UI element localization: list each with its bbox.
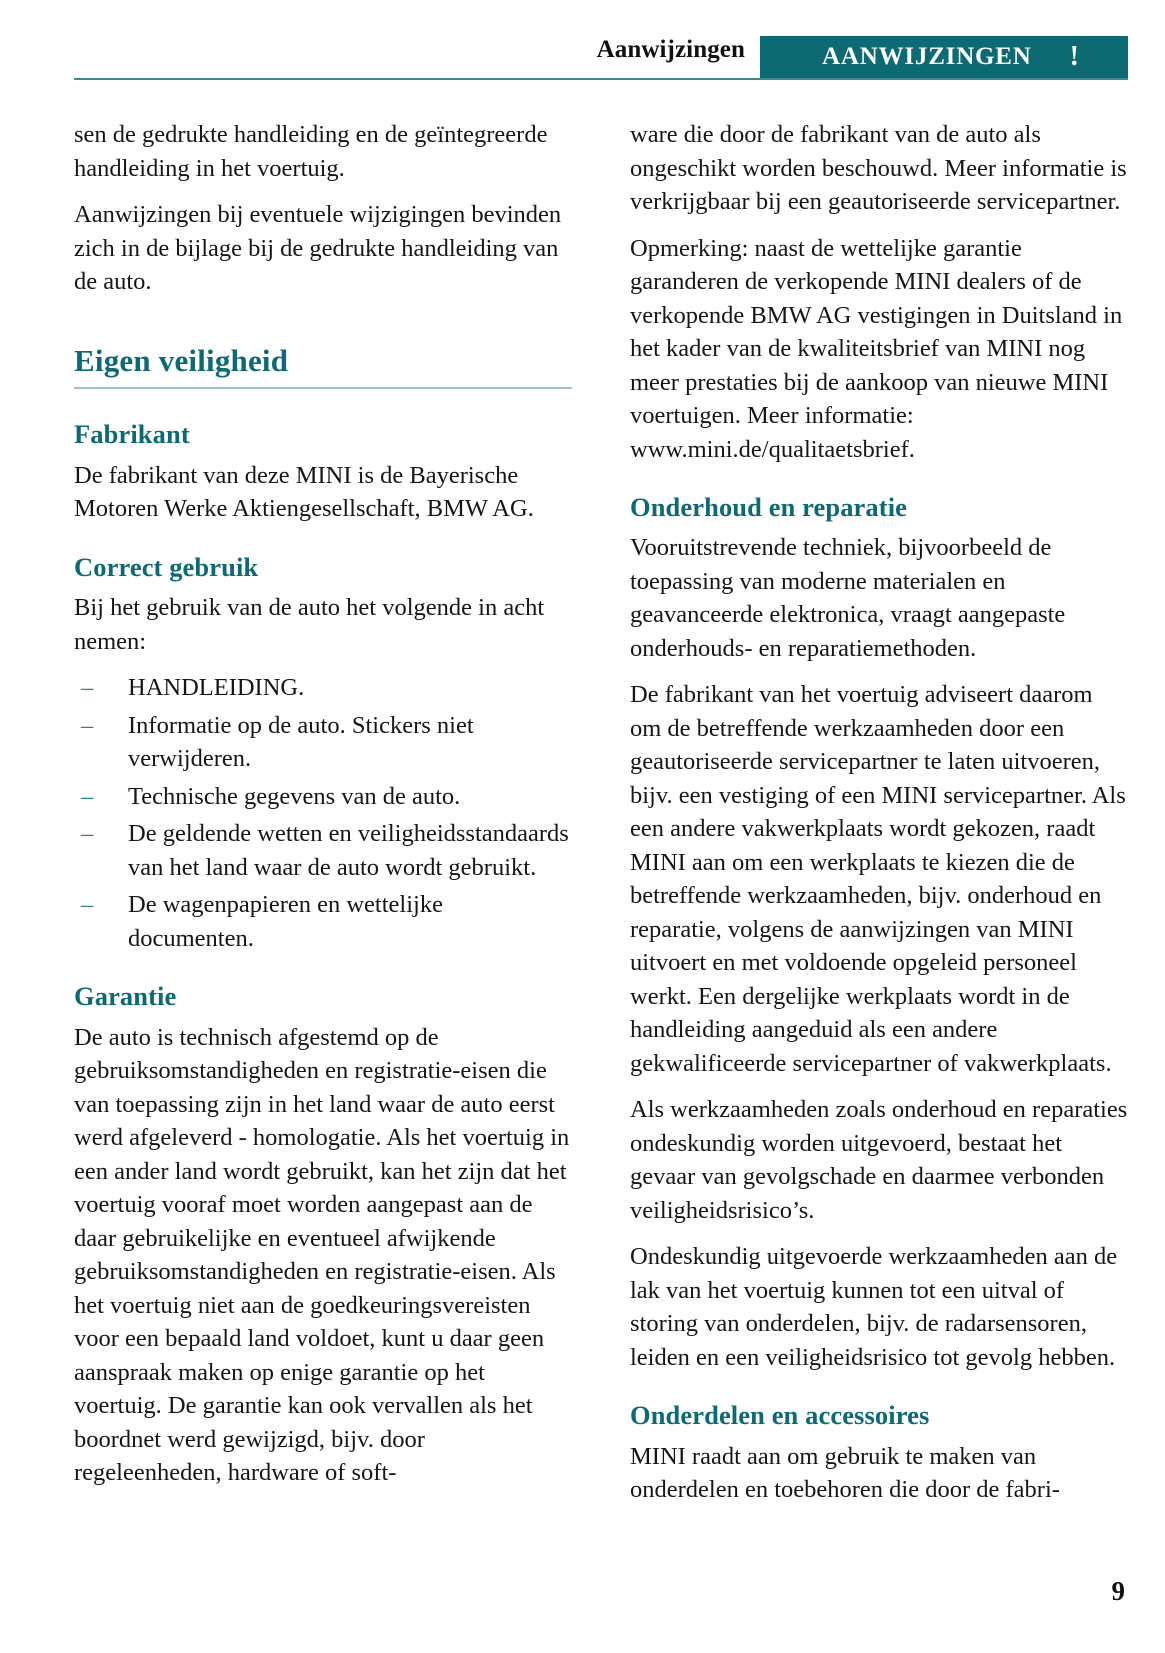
correct-gebruik-list bbox=[74, 671, 572, 955]
paragraph: Als werkzaamheden zoals onderhoud en reparaties ondeskundig worden uitgevoerd, bestaat het gevaar van gevolgschade en daarmee verbonden veiligheidsrisico’s. bbox=[630, 1096, 1128, 1224]
section-title-rule bbox=[74, 387, 572, 389]
list-item bbox=[74, 888, 572, 955]
header-tab-label: AANWIJZINGEN bbox=[822, 43, 1032, 70]
dash-bullet-icon: – bbox=[81, 674, 94, 702]
list-item bbox=[74, 780, 572, 814]
list-item bbox=[74, 671, 572, 705]
list-item-label: Informatie op de auto. Stickers niet verwijderen. bbox=[128, 711, 474, 773]
page-title: Eigen veiligheid bbox=[74, 342, 289, 378]
dash-bullet-icon: – bbox=[81, 820, 94, 848]
exclamation-mark-icon: ! bbox=[1069, 41, 1079, 72]
header-chapter-title: Aanwijzingen bbox=[596, 36, 745, 63]
page-number: 9 bbox=[1111, 1576, 1125, 1606]
dash-bullet-icon: – bbox=[81, 782, 94, 810]
list-item-label: De geldende wetten en veiligheidsstandaards van het land waar de auto wordt gebruikt. bbox=[128, 820, 569, 881]
list-item-label: HANDLEIDING. bbox=[128, 674, 305, 702]
paragraph: Opmerking: naast de wettelijke garantie garanderen de verkopende MINI dealers of de verkopende BMW AG vestigingen in Duitsland in het kader van de kwaliteitsbrief van MINI nog meer prestaties bij de aankoop van nieuwe MINI voertuigen. Meer informatie: www.mini.de/qualitaetsbrief. bbox=[630, 234, 1123, 463]
paragraph: De fabrikant van deze MINI is de Bayerische Motoren Werke Aktiengesellschaft, BMW AG. bbox=[74, 461, 534, 523]
list-item bbox=[74, 709, 572, 776]
page-body bbox=[74, 118, 1128, 1504]
list-item-label: De wagenpapieren en wettelijke documenten. bbox=[128, 891, 443, 952]
paragraph: Bij het gebruik van de auto het volgende in acht nemen: bbox=[74, 594, 545, 655]
subsection-heading-onderhoud-en-reparatie: Onderhoud en reparatie bbox=[630, 492, 908, 522]
paragraph: sen de gedrukte handleiding en de geïntegreerde handleiding in het voertuig. bbox=[74, 121, 548, 182]
list-item bbox=[74, 817, 572, 884]
right-column bbox=[630, 118, 1128, 1504]
subsection-heading-onderdelen-en-accessoires: Onderdelen en accessoires bbox=[630, 1400, 930, 1431]
subsection-heading-fabrikant: Fabrikant bbox=[74, 419, 190, 450]
header-divider-rule bbox=[74, 78, 1128, 80]
paragraph: MINI raadt aan om gebruik te maken van onderdelen en toebehoren die door de fabri- bbox=[630, 1442, 1060, 1504]
paragraph: Vooruitstrevende techniek, bijvoorbeeld de toepassing van moderne materialen en geavanceerde elektronica, vraagt aangepaste onderhouds- en reparatiemethoden. bbox=[630, 534, 1066, 662]
header-chapter-tab bbox=[760, 36, 1128, 78]
paragraph: Ondeskundig uitgevoerde werkzaamheden aan de lak van het voertuig kunnen tot een uitval of storing van onderdelen, bijv. de radarsensoren, leiden en een veiligheidsrisico tot gevolg hebben. bbox=[630, 1243, 1118, 1371]
page-header bbox=[0, 0, 1165, 96]
paragraph: De fabrikant van het voertuig adviseert daarom om de betreffende werkzaamheden door een geautoriseerde servicepartner te laten uitvoeren, bijv. een vestiging of een MINI servicepartner. Als een andere vakwerkplaats wordt gekozen, raadt MINI aan om een werkplaats te kiezen die de betreffende werkzaamheden, bijv. onderhoud en reparatie, volgens de aanwijzingen van MINI uitvoert en met voldoende opgeleid personeel werkt. Een dergelijke werkplaats wordt in de handleiding aangeduid als een andere gekwalificeerde servicepartner of vakwerkplaats. bbox=[630, 681, 1126, 1077]
left-column bbox=[74, 118, 572, 1498]
paragraph: De auto is technisch afgestemd op de gebruiksomstandigheden en registratie-eisen die van toepassing zijn in het land waar de auto eerst werd afgeleverd - homologatie. Als het voertuig in een ander land wordt gebruikt, kan het zijn dat het voertuig vooraf moet worden aangepast aan de daar gebruikelijke en eventueel afwijkende gebruiksomstandigheden en registratie-eisen. Als het voertuig niet aan de goedkeuringsvereisten voor een bepaald land voldoet, kunt u daar geen aanspraak maken op enige garantie op het voertuig. De garantie kan ook vervallen als het boordnet werd gewijzigd, bijv. door regeleenheden, hardware of soft- bbox=[74, 1023, 570, 1487]
dash-bullet-icon: – bbox=[81, 891, 94, 919]
paragraph: Aanwijzingen bij eventuele wijzigingen bevinden zich in de bijlage bij de gedrukte handleiding van de auto. bbox=[74, 201, 562, 295]
subsection-heading-garantie: Garantie bbox=[74, 981, 177, 1012]
paragraph: ware die door de fabrikant van de auto als ongeschikt worden beschouwd. Meer informatie is verkrijgbaar bij een geautoriseerde servicepartner. bbox=[630, 121, 1127, 215]
list-item-label: Technische gegevens van de auto. bbox=[128, 782, 461, 810]
dash-bullet-icon: – bbox=[81, 711, 94, 739]
subsection-heading-correct-gebruik: Correct gebruik bbox=[74, 551, 259, 582]
